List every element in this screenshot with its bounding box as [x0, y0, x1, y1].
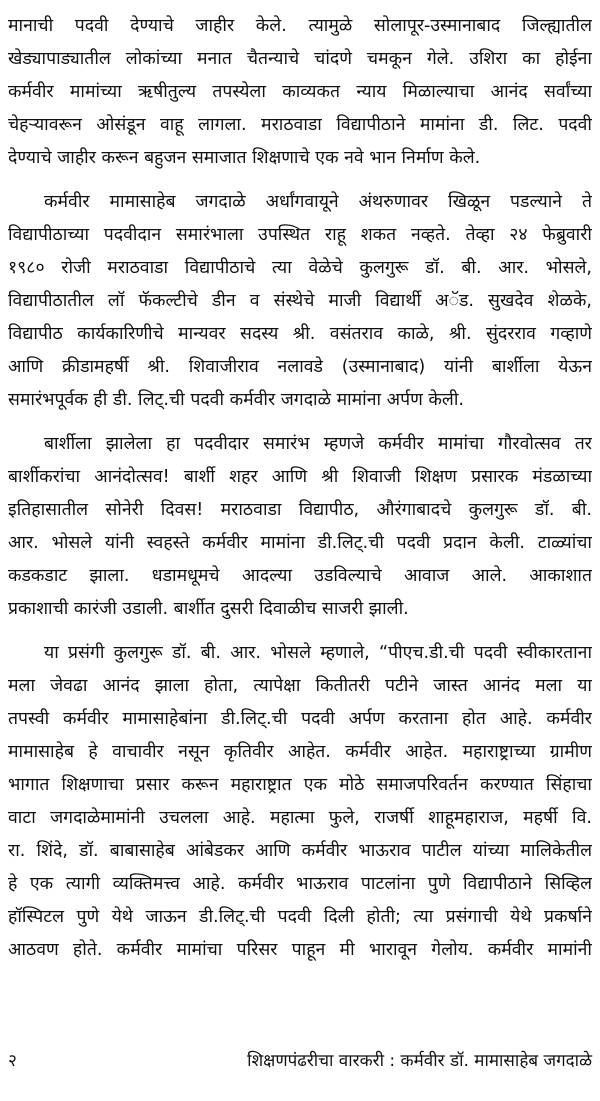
- text-line: चेहऱ्यावरून ओसंडून वाहू लागला. मराठवाडा विद्यापीठाने मामांना डी. लिट. पदवी: [8, 115, 592, 135]
- text-line: वाटा जगदाळेमामांनी उचलला आहे. महात्मा फुले, राजर्षी शाहूमहाराज, महर्षी वि.: [8, 808, 592, 828]
- text-line: बार्शीला झालेला हा पदवीदार समारंभ म्हणजे कर्मवीर मामांचा गौरवोत्सव तर: [44, 434, 592, 454]
- text-line: १९८० रोजी मराठवाडा विद्यापीठाचे त्या वेळेचे कुलगुरू डॉ. बी. आर. भोसले,: [8, 258, 592, 278]
- text-line: हे एक त्यागी व्यक्तिमत्त्व आहे. कर्मवीर भाऊराव पाटलांना पुणे विद्यापीठाने सिव्हिल: [8, 874, 592, 894]
- text-line: आठवण होते. कर्मवीर मामांचा परिसर पाहून मी भारावून गेलोय. कर्मवीर मामांनी: [8, 940, 592, 960]
- text-line: देण्याचे जाहीर करून बहुजन समाजात शिक्षणाचे एक नवे भान निर्माण केले.: [8, 148, 481, 168]
- text-line: कर्मवीर मामांच्या ऋषीतुल्य तपस्येला काव्यकत न्याय मिळाल्याचा आनंद सर्वांच्या: [8, 82, 592, 102]
- page-footer: [8, 1046, 592, 1076]
- text-line: हॉस्पिटल पुणे येथे जाऊन डी.लिट्.ची पदवी दिली होती; त्या प्रसंगाची येथे प्रकर्षाने: [8, 907, 592, 927]
- text-line: या प्रसंगी कुलगुरू डॉ. बी. आर. भोसले म्हणाले, “पीएच.डी.ची पदवी स्वीकारताना: [44, 643, 592, 663]
- text-line: विद्यापीठातील लॉ फॅकल्टीचे डीन व संस्थेचे माजी विद्यार्थी अॅड. सुखदेव शेळके,: [8, 291, 592, 311]
- text-line: कर्मवीर मामासाहेब जगदाळे अर्धांगवायूने अंथरुणावर खिळून पडल्याने ते: [44, 192, 592, 212]
- text-line: बार्शीकरांचा आनंदोत्सव! बार्शी शहर आणि श्री शिवाजी शिक्षण प्रसारक मंडळाच्या: [8, 467, 592, 487]
- page-number: २: [8, 1051, 17, 1071]
- text-line: मामासाहेब हे वाचावीर नसून कृतिवीर आहेत. कर्मवीर आहेत. महाराष्ट्राच्या ग्रामीण: [8, 742, 592, 762]
- text-line: खेड्यापाड्यातील लोकांच्या मनात चैतन्याचे चांदणे चमकून गेले. उशिरा का होईना: [8, 49, 592, 69]
- text-line: प्रकाशाची कारंजी उडाली. बार्शीत दुसरी दिवाळीच साजरी झाली.: [8, 599, 409, 619]
- text-line: आर. भोसले यांनी स्वहस्ते कर्मवीर मामांना डी.लिट्.ची पदवी प्रदान केली. टाळ्यांचा: [8, 533, 592, 553]
- text-line: विद्यापीठाच्या पदवीदान समारंभाला उपस्थित राहू शकत नव्हते. तेव्हा २४ फेब्रुवारी: [8, 225, 592, 245]
- text-line: भागात शिक्षणाचा प्रसार करून महाराष्ट्रात एक मोठे समाजपरिवर्तन करण्यात सिंहाचा: [8, 775, 592, 795]
- text-line: तपस्वी कर्मवीर मामासाहेबांना डी.लिट्.ची पदवी अर्पण करताना होत आहे. कर्मवीर: [8, 709, 592, 729]
- text-line: इतिहासातील सोनेरी दिवस! मराठवाडा विद्यापीठ, औरंगाबादचे कुलगुरू डॉ. बी.: [8, 500, 592, 520]
- text-line: विद्यापीठ कार्यकारिणीचे मान्यवर सदस्य श्री. वसंतराव काळे, श्री. सुंदरराव गव्हाणे: [8, 324, 592, 344]
- text-line: आणि क्रीडामहर्षी श्री. शिवाजीराव नलावडे (उस्मानाबाद) यांनी बार्शीला येऊन: [8, 357, 592, 377]
- running-title: शिक्षणपंढरीचा वारकरी : कर्मवीर डॉ. मामासाहेब जगदाळे: [247, 1051, 592, 1071]
- text-line: मानाची पदवी देण्याचे जाहीर केले. त्यामुळे सोलापूर-उस्मानाबाद जिल्ह्यातील: [8, 16, 592, 36]
- text-line: कडकडाट झाला. धडामधूमचे आदल्या उडविल्याचे आवाज आले. आकाशात: [8, 566, 592, 586]
- text-line: मला जेवढा आनंद झाला होता, त्यापेक्षा कितीतरी पटीने जास्त आनंद मला या: [8, 676, 592, 696]
- text-line: समारंभपूर्वक ही डी. लिट्.ची पदवी कर्मवीर जगदाळे मामांना अर्पण केली.: [8, 390, 464, 410]
- text-line: रा. शिंदे, डॉ. बाबासाहेब आंबेडकर आणि कर्मवीर भाऊराव पाटील यांच्या मालिकेतील: [8, 841, 592, 861]
